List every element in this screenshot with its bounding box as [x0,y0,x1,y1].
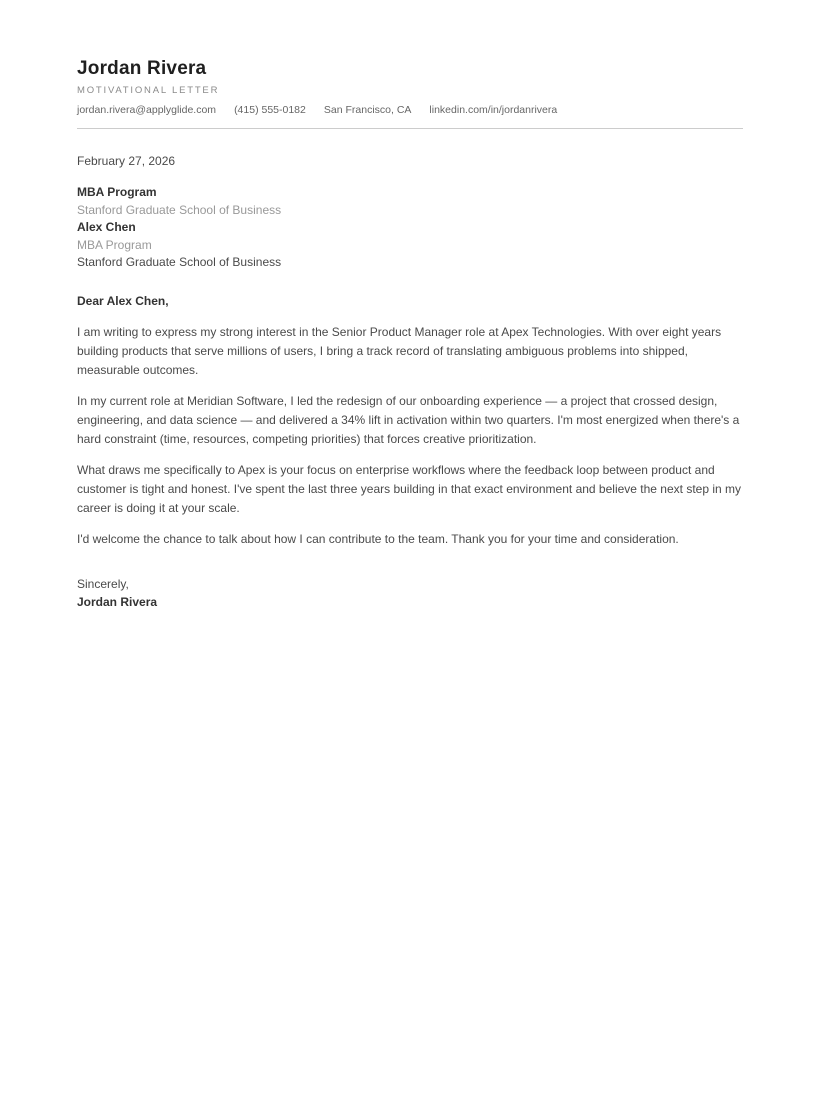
letter-paragraphs [77,323,743,549]
recipient-org: Stanford Graduate School of Business [77,255,282,269]
signature-name: Jordan Rivera [77,595,158,609]
body-paragraph: In my current role at Meridian Software, I led the redesign of our onboarding experience — a project that crossed design, engineering, and data science — and delivered a 34% lift in activation within two quarters. I'm most energized when there's a hard constraint (time, resources, competing priorities) that forces creative prioritization. [77,393,740,446]
contact-linkedin: linkedin.com/in/jordanrivera [429,104,558,116]
letter-body [77,152,743,612]
recipient-program: MBA Program [77,185,157,199]
body-paragraph: What draws me specifically to Apex is your focus on enterprise workflows where the feedback loop between product and customer is tight and honest. I've spent the last three years building in that exact environment and believe the next step in my career is doing it at your scale. [77,462,742,515]
contact-location: San Francisco, CA [323,104,412,116]
doc-type-label: MOTIVATIONAL LETTER [77,85,220,96]
recipient-school: Stanford Graduate School of Business [77,202,282,217]
page-title: Jordan Rivera [77,58,207,79]
recipient-block [77,184,743,272]
salutation: Dear Alex Chen, [77,293,169,308]
recipient-name: Alex Chen [77,220,136,234]
closing-valediction: Sincerely, [77,576,129,591]
body-paragraph: I'd welcome the chance to talk about how I can contribute to the team. Thank you for your time and consideration. [77,531,679,546]
recipient-title: MBA Program [77,237,152,252]
header-divider [77,128,743,129]
contact-email: jordan.rivera@applyglide.com [77,104,217,116]
contact-row [77,104,743,117]
letter-header [77,58,743,129]
closing-block [77,575,743,612]
body-paragraph: I am writing to express my strong interest in the Senior Product Manager role at Apex Technologies. With over eight years building products that serve millions of users, I bring a track record of translating ambiguous problems into shipped, measurable outcomes. [77,324,722,377]
letter-date: February 27, 2026 [77,154,176,168]
contact-phone: (415) 555-0182 [234,104,306,116]
